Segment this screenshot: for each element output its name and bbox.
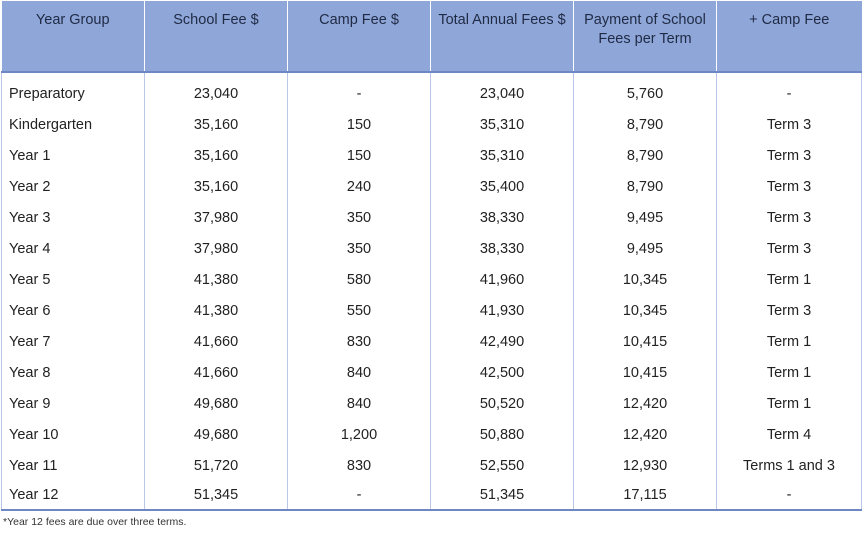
payment-per-term-cell: 9,495 bbox=[574, 202, 717, 233]
total-annual-fees-cell: 35,310 bbox=[431, 109, 574, 140]
total-annual-fees-cell: 23,040 bbox=[431, 72, 574, 109]
camp-fee-term-cell: Term 4 bbox=[717, 419, 862, 450]
year-group-cell: Preparatory bbox=[2, 72, 145, 109]
camp-fee-term-cell: - bbox=[717, 481, 862, 510]
camp-fee-term-cell: Term 3 bbox=[717, 202, 862, 233]
camp-fee-term-cell: Terms 1 and 3 bbox=[717, 450, 862, 481]
year-group-cell: Year 1 bbox=[2, 140, 145, 171]
table-row bbox=[2, 419, 862, 450]
table-row bbox=[2, 171, 862, 202]
school-fee-cell: 51,720 bbox=[145, 450, 288, 481]
payment-per-term-cell: 8,790 bbox=[574, 109, 717, 140]
header-payment-per-term: Payment of School Fees per Term bbox=[574, 1, 717, 72]
payment-per-term-cell: 17,115 bbox=[574, 481, 717, 510]
school-fee-cell: 41,380 bbox=[145, 264, 288, 295]
table-row bbox=[2, 450, 862, 481]
payment-per-term-cell: 8,790 bbox=[574, 171, 717, 202]
payment-per-term-cell: 5,760 bbox=[574, 72, 717, 109]
year-group-cell: Year 6 bbox=[2, 295, 145, 326]
table-row bbox=[2, 264, 862, 295]
school-fee-cell: 41,660 bbox=[145, 326, 288, 357]
camp-fee-cell: - bbox=[288, 72, 431, 109]
table-row bbox=[2, 233, 862, 264]
year-group-cell: Year 8 bbox=[2, 357, 145, 388]
school-fee-cell: 49,680 bbox=[145, 419, 288, 450]
table-row bbox=[2, 109, 862, 140]
total-annual-fees-cell: 50,520 bbox=[431, 388, 574, 419]
total-annual-fees-cell: 38,330 bbox=[431, 233, 574, 264]
table-row bbox=[2, 295, 862, 326]
camp-fee-cell: 840 bbox=[288, 388, 431, 419]
camp-fee-term-cell: Term 1 bbox=[717, 264, 862, 295]
header-year-group: Year Group bbox=[2, 1, 145, 72]
school-fee-cell: 49,680 bbox=[145, 388, 288, 419]
total-annual-fees-cell: 41,960 bbox=[431, 264, 574, 295]
header-school-fee: School Fee $ bbox=[145, 1, 288, 72]
camp-fee-term-cell: Term 3 bbox=[717, 295, 862, 326]
payment-per-term-cell: 10,345 bbox=[574, 264, 717, 295]
camp-fee-cell: 350 bbox=[288, 233, 431, 264]
payment-per-term-cell: 10,415 bbox=[574, 326, 717, 357]
payment-per-term-cell: 10,415 bbox=[574, 357, 717, 388]
footnote: *Year 12 fees are due over three terms. bbox=[3, 516, 187, 528]
table-row bbox=[2, 326, 862, 357]
camp-fee-term-cell: Term 1 bbox=[717, 388, 862, 419]
payment-per-term-cell: 10,345 bbox=[574, 295, 717, 326]
table-row bbox=[2, 388, 862, 419]
payment-per-term-cell: 12,420 bbox=[574, 419, 717, 450]
camp-fee-cell: 150 bbox=[288, 109, 431, 140]
camp-fee-cell: 550 bbox=[288, 295, 431, 326]
year-group-cell: Year 9 bbox=[2, 388, 145, 419]
header-total-annual-fees: Total Annual Fees $ bbox=[431, 1, 574, 72]
table-row bbox=[2, 481, 862, 510]
camp-fee-cell: 580 bbox=[288, 264, 431, 295]
total-annual-fees-cell: 35,310 bbox=[431, 140, 574, 171]
year-group-cell: Year 7 bbox=[2, 326, 145, 357]
year-group-cell: Year 4 bbox=[2, 233, 145, 264]
camp-fee-term-cell: Term 1 bbox=[717, 326, 862, 357]
total-annual-fees-cell: 42,500 bbox=[431, 357, 574, 388]
payment-per-term-cell: 12,420 bbox=[574, 388, 717, 419]
year-group-cell: Year 10 bbox=[2, 419, 145, 450]
camp-fee-cell: 840 bbox=[288, 357, 431, 388]
camp-fee-cell: 830 bbox=[288, 450, 431, 481]
camp-fee-term-cell: - bbox=[717, 72, 862, 109]
table-body bbox=[2, 72, 862, 510]
total-annual-fees-cell: 38,330 bbox=[431, 202, 574, 233]
total-annual-fees-cell: 35,400 bbox=[431, 171, 574, 202]
table-row bbox=[2, 202, 862, 233]
school-fee-cell: 41,380 bbox=[145, 295, 288, 326]
payment-per-term-cell: 12,930 bbox=[574, 450, 717, 481]
payment-per-term-cell: 8,790 bbox=[574, 140, 717, 171]
camp-fee-cell: - bbox=[288, 481, 431, 510]
total-annual-fees-cell: 50,880 bbox=[431, 419, 574, 450]
camp-fee-term-cell: Term 3 bbox=[717, 233, 862, 264]
year-group-cell: Kindergarten bbox=[2, 109, 145, 140]
year-group-cell: Year 5 bbox=[2, 264, 145, 295]
header-camp-fee-term: + Camp Fee bbox=[717, 1, 862, 72]
total-annual-fees-cell: 41,930 bbox=[431, 295, 574, 326]
camp-fee-term-cell: Term 1 bbox=[717, 357, 862, 388]
camp-fee-cell: 150 bbox=[288, 140, 431, 171]
camp-fee-cell: 1,200 bbox=[288, 419, 431, 450]
school-fee-cell: 23,040 bbox=[145, 72, 288, 109]
camp-fee-cell: 240 bbox=[288, 171, 431, 202]
school-fee-cell: 51,345 bbox=[145, 481, 288, 510]
camp-fee-term-cell: Term 3 bbox=[717, 109, 862, 140]
payment-per-term-cell: 9,495 bbox=[574, 233, 717, 264]
camp-fee-term-cell: Term 3 bbox=[717, 140, 862, 171]
table-header bbox=[2, 1, 862, 72]
total-annual-fees-cell: 42,490 bbox=[431, 326, 574, 357]
year-group-cell: Year 2 bbox=[2, 171, 145, 202]
camp-fee-cell: 830 bbox=[288, 326, 431, 357]
year-group-cell: Year 11 bbox=[2, 450, 145, 481]
table-row bbox=[2, 357, 862, 388]
total-annual-fees-cell: 51,345 bbox=[431, 481, 574, 510]
school-fee-cell: 35,160 bbox=[145, 171, 288, 202]
school-fee-cell: 37,980 bbox=[145, 202, 288, 233]
table-row bbox=[2, 140, 862, 171]
camp-fee-cell: 350 bbox=[288, 202, 431, 233]
school-fee-cell: 41,660 bbox=[145, 357, 288, 388]
school-fee-cell: 35,160 bbox=[145, 109, 288, 140]
school-fee-cell: 37,980 bbox=[145, 233, 288, 264]
year-group-cell: Year 3 bbox=[2, 202, 145, 233]
total-annual-fees-cell: 52,550 bbox=[431, 450, 574, 481]
school-fee-cell: 35,160 bbox=[145, 140, 288, 171]
year-group-cell: Year 12 bbox=[2, 481, 145, 510]
camp-fee-term-cell: Term 3 bbox=[717, 171, 862, 202]
fee-table bbox=[1, 1, 862, 511]
table-row bbox=[2, 72, 862, 109]
header-row bbox=[2, 1, 862, 72]
header-camp-fee: Camp Fee $ bbox=[288, 1, 431, 72]
